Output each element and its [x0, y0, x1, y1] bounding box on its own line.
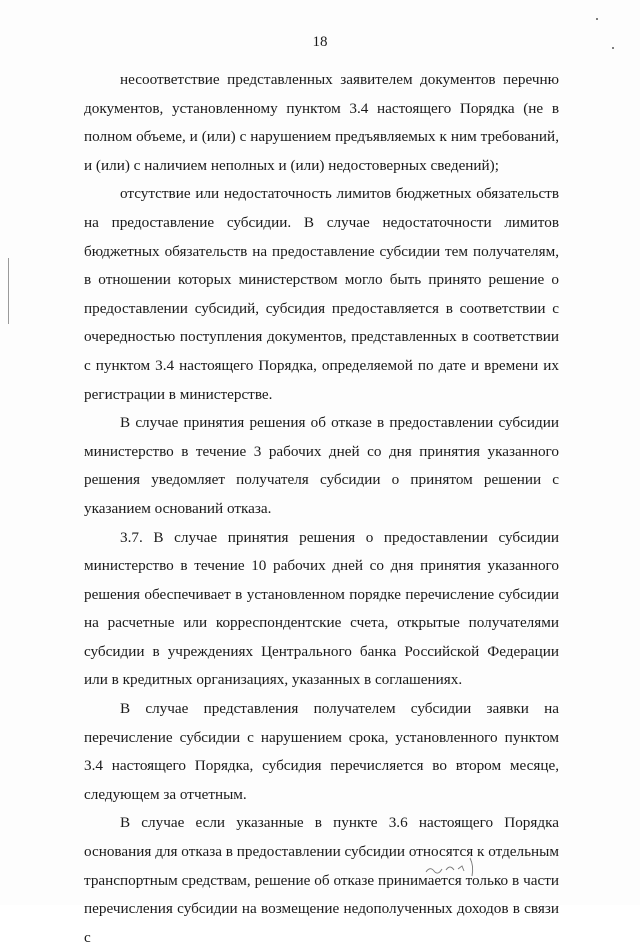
paragraph: В случае если указанные в пункте 3.6 настоящего Порядка основания для отказа в предоставлении субсидии относятся к отдельным транспортным средствам, решение об отказе принимается только в части перечисления субсидии на возмещение недополученных доходов в связи с: [84, 814, 559, 946]
page-number: 18: [312, 34, 328, 50]
handwritten-mark: [424, 852, 484, 878]
scan-speck: [612, 47, 614, 49]
scan-margin-mark: [8, 258, 9, 324]
paragraph: В случае принятия решения об отказе в предоставлении субсидии министерство в течение 3 рабочих дней со дня принятия указанного решения уведомляет получателя субсидии о принятом решении с указанием оснований отказа.: [84, 414, 559, 517]
scan-speck: [596, 18, 598, 20]
paragraph: 3.7. В случае принятия решения о предоставлении субсидии министерство в течение 10 рабочих дней со дня принятия указанного решения обеспечивает в установленном порядке перечисление субсидии на расчетные или корреспондентские счета, открытые получателями субсидии в учреждениях Центрального банка Российской Федерации или в кредитных организациях, указанных в соглашениях.: [84, 528, 559, 689]
paragraph: В случае представления получателем субсидии заявки на перечисление субсидии с нарушением срока, установленного пунктом 3.4 настоящего Порядка, субсидия перечисляется во втором месяце, следующем за отчетным.: [84, 700, 559, 803]
paragraph: отсутствие или недостаточность лимитов бюджетных обязательств на предоставление субсидии. В случае недостаточности лимитов бюджетных обязательств на предоставление субсидии тем получателям, в отношении которых министерством могло быть принято решение о предоставлении субсидий, субсидия предоставляется в соответствии с очередностью поступления документов, представленных в соответствии с пунктом 3.4 настоящего Порядка, определяемой по дате и времени их регистрации в министерстве.: [84, 185, 559, 403]
document-body: [84, 66, 559, 952]
paragraph: несоответствие представленных заявителем документов перечню документов, установленному пунктом 3.4 настоящего Порядка (не в полном объеме, и (или) с нарушением предъявляемых к ним требований, и (или) с наличием неполных и (или) недостоверных сведений);: [84, 71, 559, 174]
